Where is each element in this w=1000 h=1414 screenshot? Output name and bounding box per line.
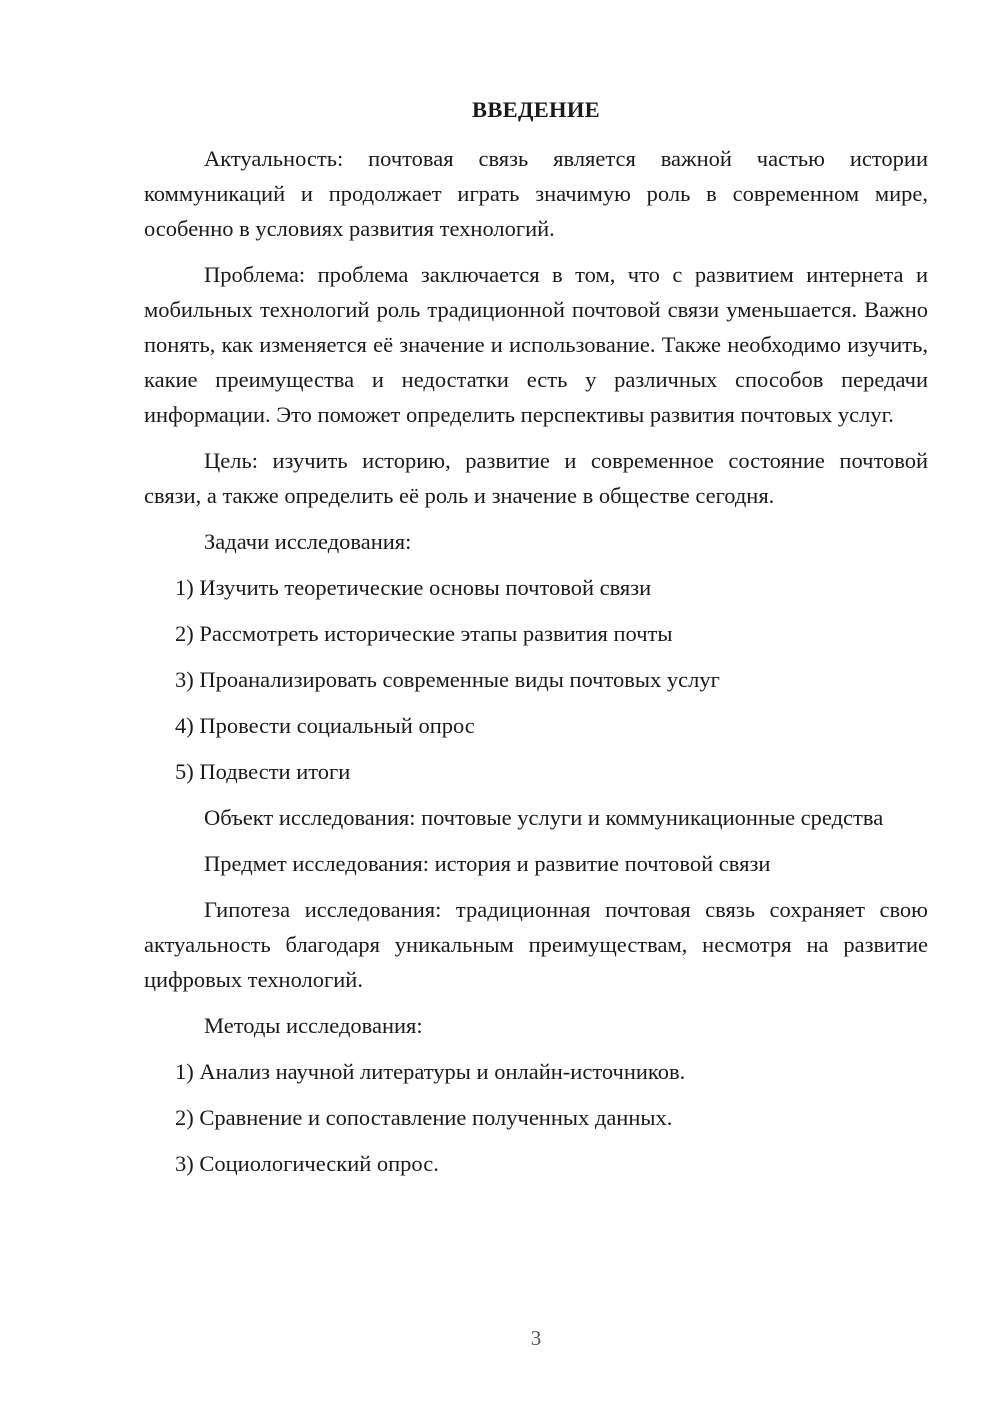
task-item: 3) Проанализировать современные виды почтовых услуг <box>175 667 720 692</box>
task-item: 4) Провести социальный опрос <box>175 713 475 738</box>
section-title: ВВЕДЕНИЕ <box>472 97 600 122</box>
tasks-list <box>144 570 928 789</box>
method-item: 1) Анализ научной литературы и онлайн-источников. <box>175 1059 686 1084</box>
goal-paragraph: Цель: изучить историю, развитие и современное состояние почтовой связи, а также определить её роль и значение в обществе сегодня. <box>144 448 928 508</box>
problem-paragraph: Проблема: проблема заключается в том, что с развитием интернета и мобильных технологий роль традиционной почтовой связи уменьшается. Важно понять, как изменяется её значение и использование. Также необходимо изучить, какие преимущества и недостатки есть у различных способов передачи информации. Это поможет определить перспективы развития почтовых услуг. <box>144 262 928 427</box>
methods-heading: Методы исследования: <box>204 1013 423 1038</box>
methods-list <box>144 1054 928 1181</box>
task-item: 2) Рассмотреть исторические этапы развития почты <box>175 621 673 646</box>
task-item: 5) Подвести итоги <box>175 759 351 784</box>
hypothesis-paragraph: Гипотеза исследования: традиционная почтовая связь сохраняет свою актуальность благодаря уникальным преимуществам, несмотря на развитие цифровых технологий. <box>144 897 928 992</box>
relevance-paragraph: Актуальность: почтовая связь является важной частью истории коммуникаций и продолжает играть значимую роль в современном мире, особенно в условиях развития технологий. <box>144 146 928 241</box>
object-paragraph: Объект исследования: почтовые услуги и коммуникационные средства <box>204 805 884 830</box>
method-item: 2) Сравнение и сопоставление полученных данных. <box>175 1105 673 1130</box>
task-item: 1) Изучить теоретические основы почтовой связи <box>175 575 652 600</box>
subject-paragraph: Предмет исследования: история и развитие почтовой связи <box>204 851 771 876</box>
method-item: 3) Социологический опрос. <box>175 1151 439 1176</box>
document-page <box>144 92 928 1192</box>
tasks-heading: Задачи исследования: <box>204 529 412 554</box>
page-number: 3 <box>530 1326 542 1350</box>
